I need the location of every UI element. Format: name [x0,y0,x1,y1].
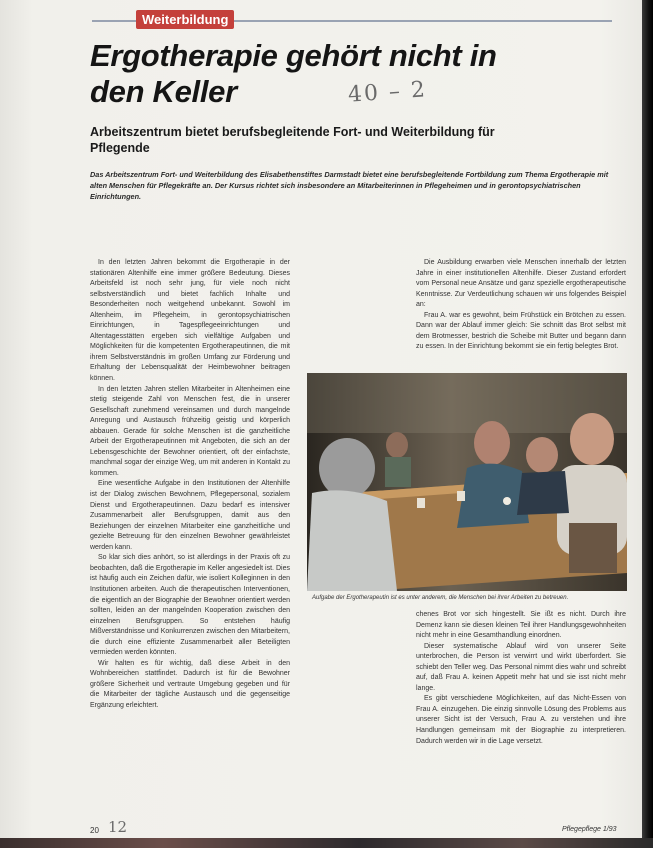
right-paragraph: chenes Brot vor sich hingestellt. Sie ißt es nicht. Durch ihre Demenz kann sie diesen kleinen Teil ihrer Handlungsgewohnheiten nicht mehr in eine Gesamthandlung einordnen. [416,611,626,640]
handwritten-page-number: 12 [108,818,128,836]
right-paragraph: Dieser systematische Ablauf wird von unserer Seite unterbrochen, die Person ist verwirrt und wirkt überfordert. Sie schiebt den Teller weg. Das Personal nimmt dies wahr und schreibt auf, daß Frau A. keinen Appetit mehr hat und sie isst nicht mehr lange. [416,642,626,692]
right-paragraph: Die Ausbildung erwarben viele Menschen innerhalb der letzten Jahre in einer institutionellen Altenhilfe. Dieser Zustand erfordert vom Personal neue Ansätze und ganz spezielle ergotherapeutische Kenntnisse. Zur Verdeutlichung schauen wir uns folgendes Beispiel an: [416,259,626,309]
page-edge-shadow [642,0,653,848]
journal-reference: Pflegepflege 1/93 [562,826,617,833]
right-column-bottom [416,610,626,810]
scan-bottom-strip [0,838,653,848]
intro-paragraph: Das Arbeitszentrum Fort- und Weiterbildung des Elisabethenstiftes Darmstadt bietet eine berufsbegleitende Fortbildung zum Thema Ergotherapie mit alten Menschen für Pflegekräfte an. Der Kursus richtet sich insbesondere an Mitarbeiterinnen in Pflegeheimen und in gerontopsychiatrischen Einrichtungen. [90,170,609,201]
photo-illustration [307,373,627,591]
left-column [90,258,290,804]
left-paragraph: In den letzten Jahren bekommt die Ergotherapie in der stationären Altenhilfe eine immer größere Bedeutung. Dieses Arbeitsfeld ist noch sehr jung, für viele noch nicht selbstverständlich und bietet fachlich Inhalte und Besonderheiten noch weitgehend unbekannt. Sowohl im Altenheim, im Pflegeheim, in gerontopsychiatrischen Einrichtungen, in Tagespflegeeinrichtungen und Altentagesstätten ergeben sich vielfältige Aufgaben und Möglichkeiten für die kompetenten Ergotherapeutinnen, die mit ihrem Selbstverständnis im großen Umfang zur Förderung und Erhaltung der Lebensqualität der Heimbewohner beitragen können. [90,259,290,383]
page-number: 20 [90,826,99,835]
photo-caption: Aufgabe der Ergotherapeutin ist es unter anderem, die Menschen bei ihrer Arbeiten zu betreuen. [312,595,569,601]
handwritten-mark: 40 – 2 [347,77,428,108]
left-paragraph: In den letzten Jahren stellen Mitarbeiter in Altenheimen eine stetig steigende Zahl von Menschen fest, die in unserer Gesellschaft zunehmend vereinsamen und durch mangelnde Anregung und Austausch frühzeitig geistig und körperlich abbauen. Gerade für solche Menschen ist die ganzheitliche Arbeit der Ergotherapeutinnen mit Angeboten, die sich an der Lebensgeschichte der Bewohner orientiert, oft der einfachste, manchmal sogar der einzige Weg, um mit anderen in Kontakt zu kommen. [90,385,290,477]
left-paragraph: Eine wesentliche Aufgabe in den Institutionen der Altenhilfe ist der Dialog zwischen Bewohnern, Pflegepersonal, sozialem Dienst und Ergotherapeutinnen. Dazu bedarf es intensiver Zusammenarbeit aller Berufsgruppen, damit aus den Beziehungen der einzelnen Mitarbeiter eine ganzheitliche und gezielte Betreuung für den einzelnen Bewohner gewährleistet werden kann. [90,480,290,551]
headline: Ergotherapie gehört nicht in den Keller [90,38,497,109]
left-paragraph: So klar sich dies anhört, so ist allerdings in der Praxis oft zu beobachten, daß die Ergotherapie im Keller angesiedelt ist. Dies ist häufig auch ein Zeichen dafür, wie isoliert Kolleginnen in den Institutionen arbeiten. Auch die therapeutischen Interventionen, die eigentlich an der Biographie der Bewohner orientiert werden sollten, leiden an der mangelnden Kooperation zwischen den einzelnen Berufsgruppen. So entstehen häufig Mißverständnisse und Konkurrenzen zwischen den Mitarbeitern, die durch eine effiziente Zusammenarbeit aller Beteiligten vermieden werden könnten. [90,554,290,657]
left-paragraph: Wir halten es für wichtig, daß diese Arbeit in den Wohnbereichen stattfindet. Dadurch ist für die Bewohner größere Sicherheit und vertraute Umgebung gegeben und für die Mitarbeiter der tägliche Austausch und die gegenseitige Ergänzung erleichtert. [90,659,290,709]
section-badge: Weiterbildung [136,10,234,29]
subtitle: Arbeitszentrum bietet berufsbegleitende Fort- und Weiterbildung für Pflegende [90,125,495,155]
photo-group-activity [307,373,627,591]
right-paragraph: Frau A. war es gewohnt, beim Frühstück ein Brötchen zu essen. Dann war der Ablauf immer gleich: Sie schnitt das Brot selbst mit dem Brotmesser, bestrich die Scheibe mit Butter und begann dann zu essen. In der Einrichtung bekommt sie ein fertig belegtes Brot. [416,311,626,351]
right-paragraph: Es gibt verschiedene Möglichkeiten, auf das Nicht-Essen von Frau A. einzugehen. Die einzig sinnvolle Lösung des Problems aus unserer Sicht ist der Versuch, Frau A. zu verstehen und ihre Handlungen gemeinsam mit der Biographie zu interpretieren. Dadurch werden wir in die Lage versetzt. [416,695,626,745]
right-column-top [416,258,626,366]
